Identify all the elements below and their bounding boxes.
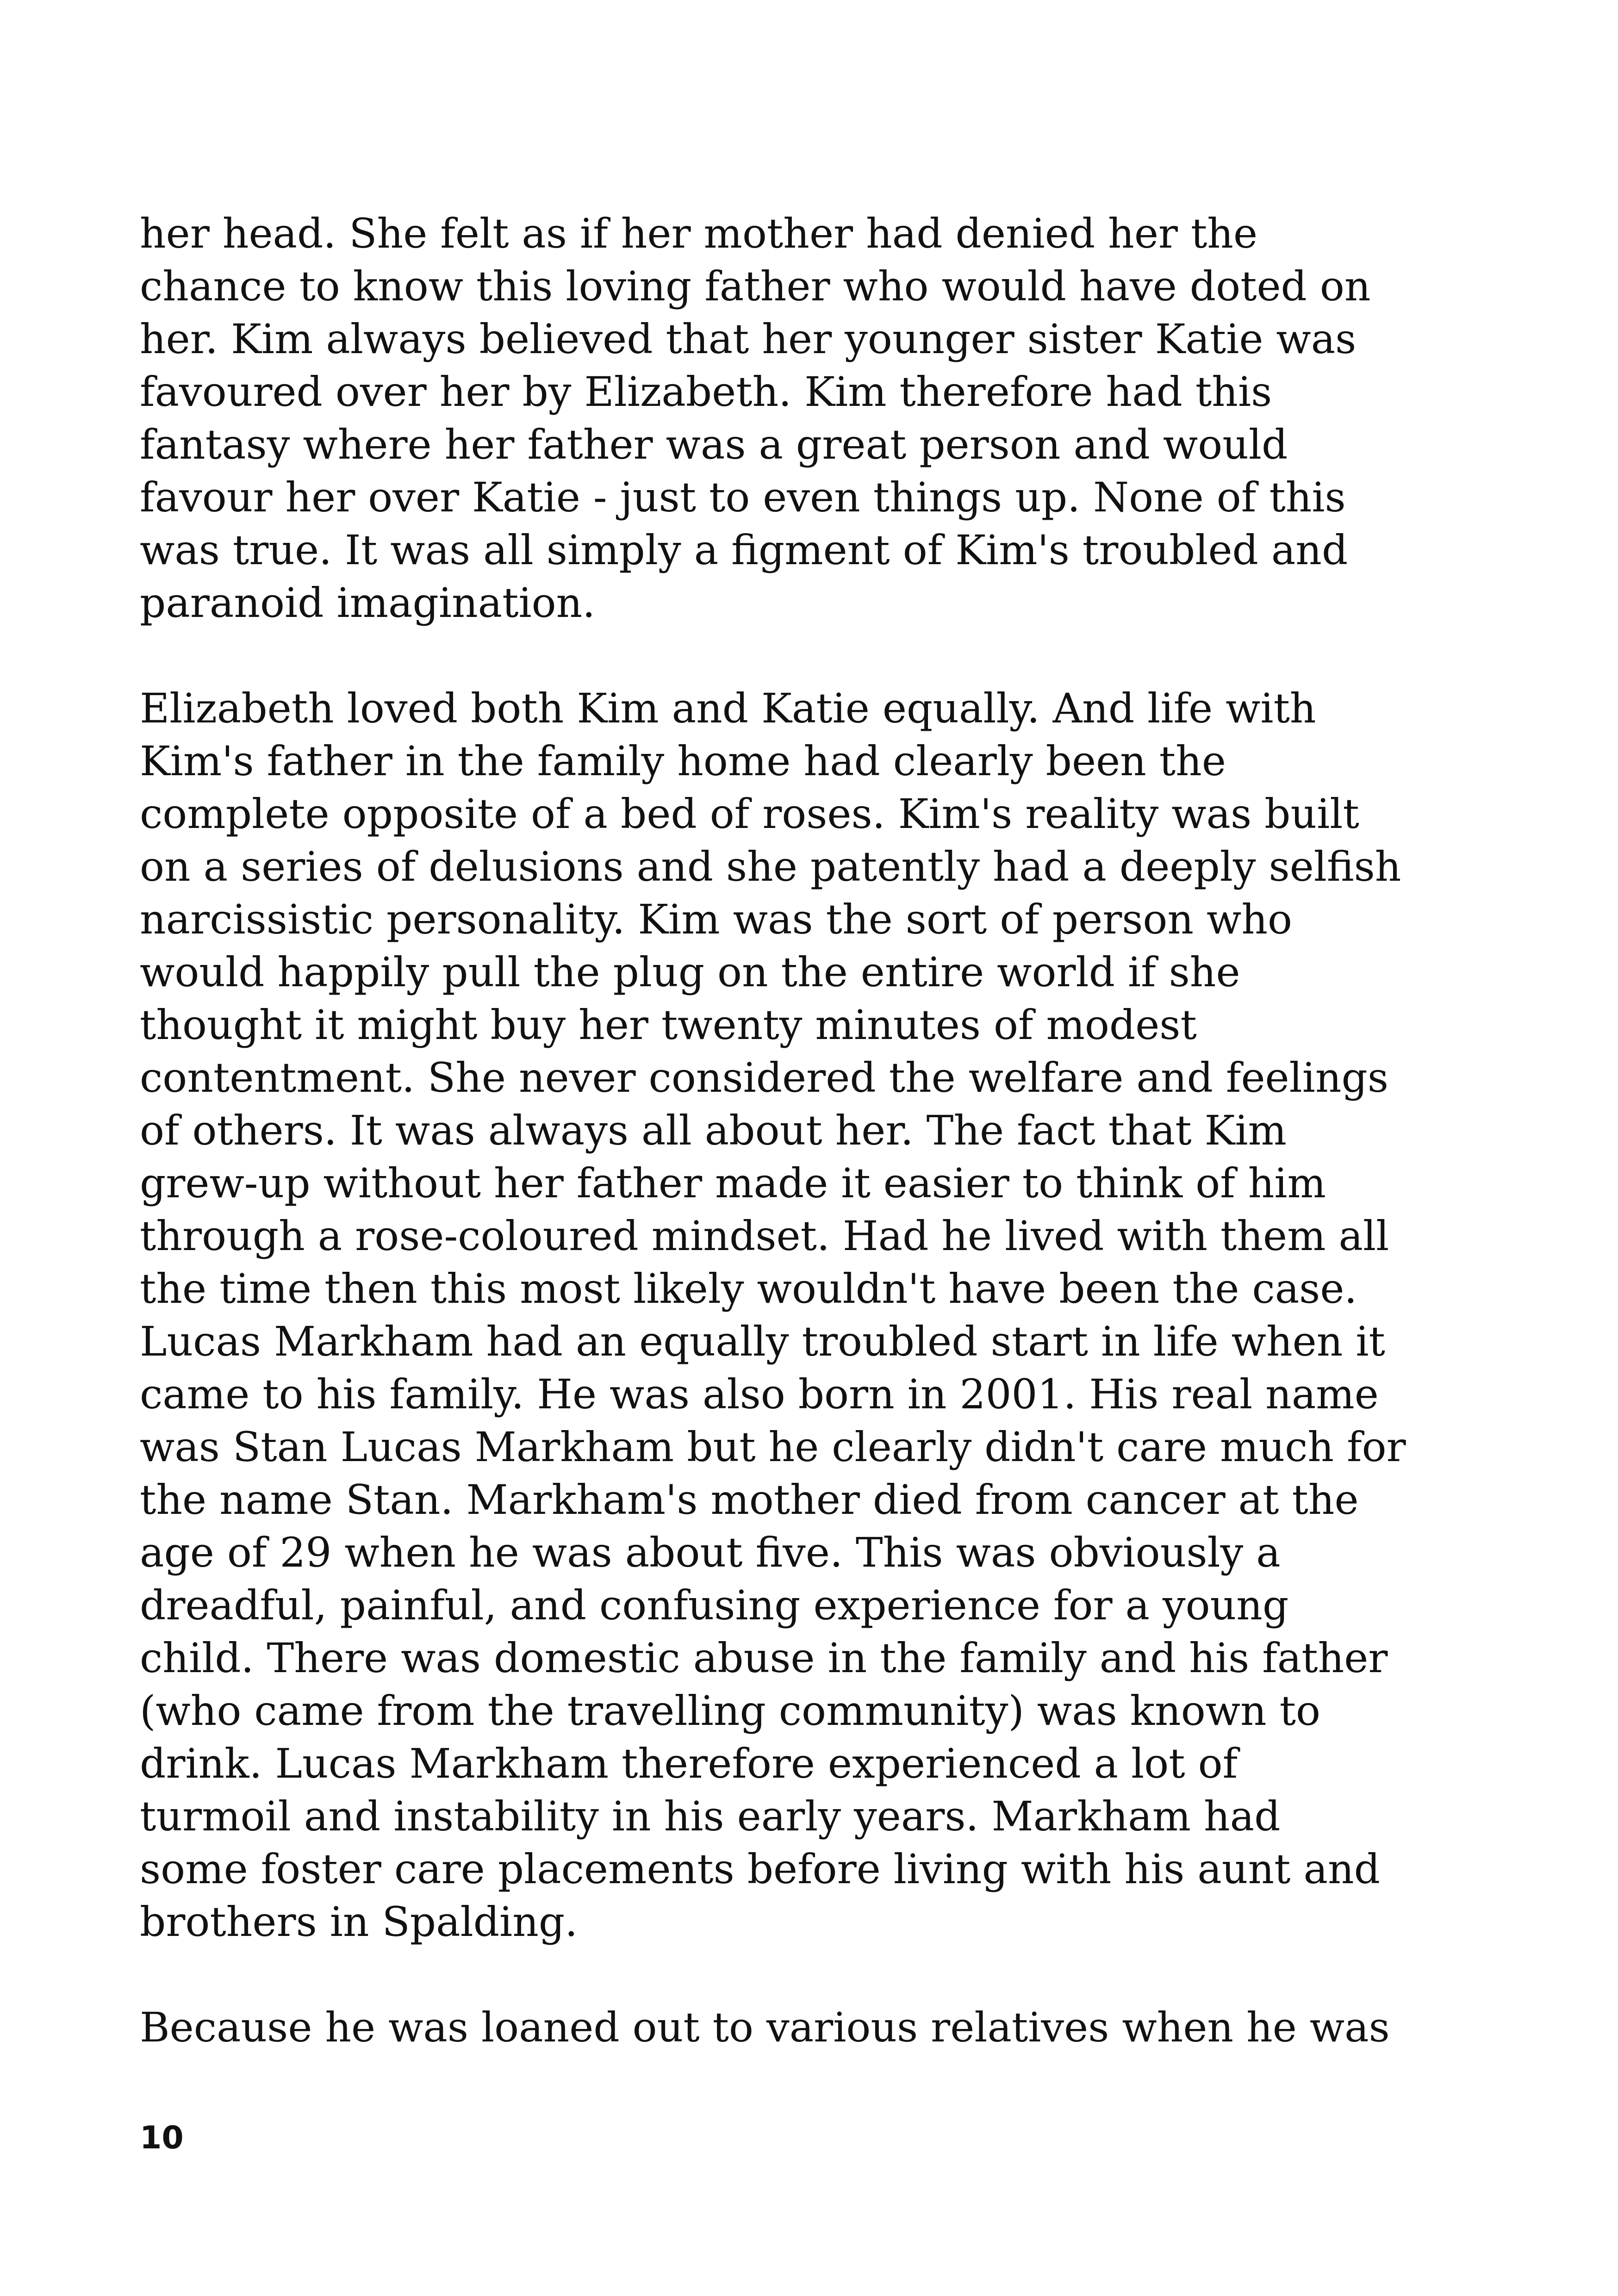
text-line: contentment. She never considered the welfare and feelings: [140, 1054, 1389, 1101]
text-line: grew-up without her father made it easier to think of him: [140, 1159, 1326, 1207]
text-line: Elizabeth loved both Kim and Katie equally. And life with: [140, 684, 1316, 732]
text-line: turmoil and instability in his early years. Markham had: [140, 1792, 1281, 1840]
text-line: brothers in Spalding.: [140, 1898, 578, 1946]
paragraph-2: [140, 682, 1406, 1948]
text-line: Kim's father in the family home had clearly been the: [140, 737, 1226, 785]
text-line: was true. It was all simply a figment of Kim's troubled and: [140, 526, 1348, 574]
paragraph-3: [140, 2001, 1403, 2054]
text-line: (who came from the travelling community) was known to: [140, 1687, 1321, 1735]
text-line: was Stan Lucas Markham but he clearly didn't care much for: [140, 1423, 1406, 1471]
text-line: thought it might buy her twenty minutes of modest: [140, 1001, 1197, 1049]
text-line: her head. She felt as if her mother had denied her the: [140, 210, 1258, 257]
body-text: [140, 207, 1406, 2054]
text-line: would happily pull the plug on the entire world if she: [140, 948, 1240, 996]
text-line: favoured over her by Elizabeth. Kim therefore had this: [140, 368, 1272, 416]
page-number: 10: [140, 2120, 184, 2156]
text-line: some foster care placements before living with his aunt and: [140, 1845, 1380, 1893]
text-line: the name Stan. Markham's mother died from cancer at the: [140, 1476, 1359, 1524]
text-line: child. There was domestic abuse in the family and his father: [140, 1634, 1388, 1682]
text-line: dreadful, painful, and confusing experience for a young: [140, 1581, 1289, 1629]
text-line: through a rose-coloured mindset. Had he lived with them all: [140, 1212, 1389, 1260]
text-line: fantasy where her father was a great person and would: [140, 421, 1288, 468]
text-line: came to his family. He was also born in 2001. His real name: [140, 1370, 1379, 1418]
text-line: of others. It was always all about her. The fact that Kim: [140, 1107, 1287, 1154]
text-line: drink. Lucas Markham therefore experienced a lot of: [140, 1740, 1238, 1787]
text-line: her. Kim always believed that her younger sister Katie was: [140, 315, 1357, 363]
text-line: narcissistic personality. Kim was the sort of person who: [140, 896, 1293, 943]
text-line: on a series of delusions and she patently had a deeply selfish: [140, 843, 1401, 890]
text-line: the time then this most likely wouldn't have been the case.: [140, 1265, 1357, 1313]
text-line: complete opposite of a bed of roses. Kim's reality was built: [140, 790, 1359, 838]
text-line: Lucas Markham had an equally troubled start in life when it: [140, 1318, 1385, 1365]
text-line: paranoid imagination.: [140, 579, 596, 627]
paragraph-1: [140, 207, 1403, 629]
text-line: Because he was loaned out to various relatives when he was: [140, 2004, 1390, 2051]
text-line: age of 29 when he was about five. This was obviously a: [140, 1529, 1281, 1576]
text-line: favour her over Katie - just to even things up. None of this: [140, 473, 1346, 521]
text-line: chance to know this loving father who would have doted on: [140, 262, 1371, 310]
